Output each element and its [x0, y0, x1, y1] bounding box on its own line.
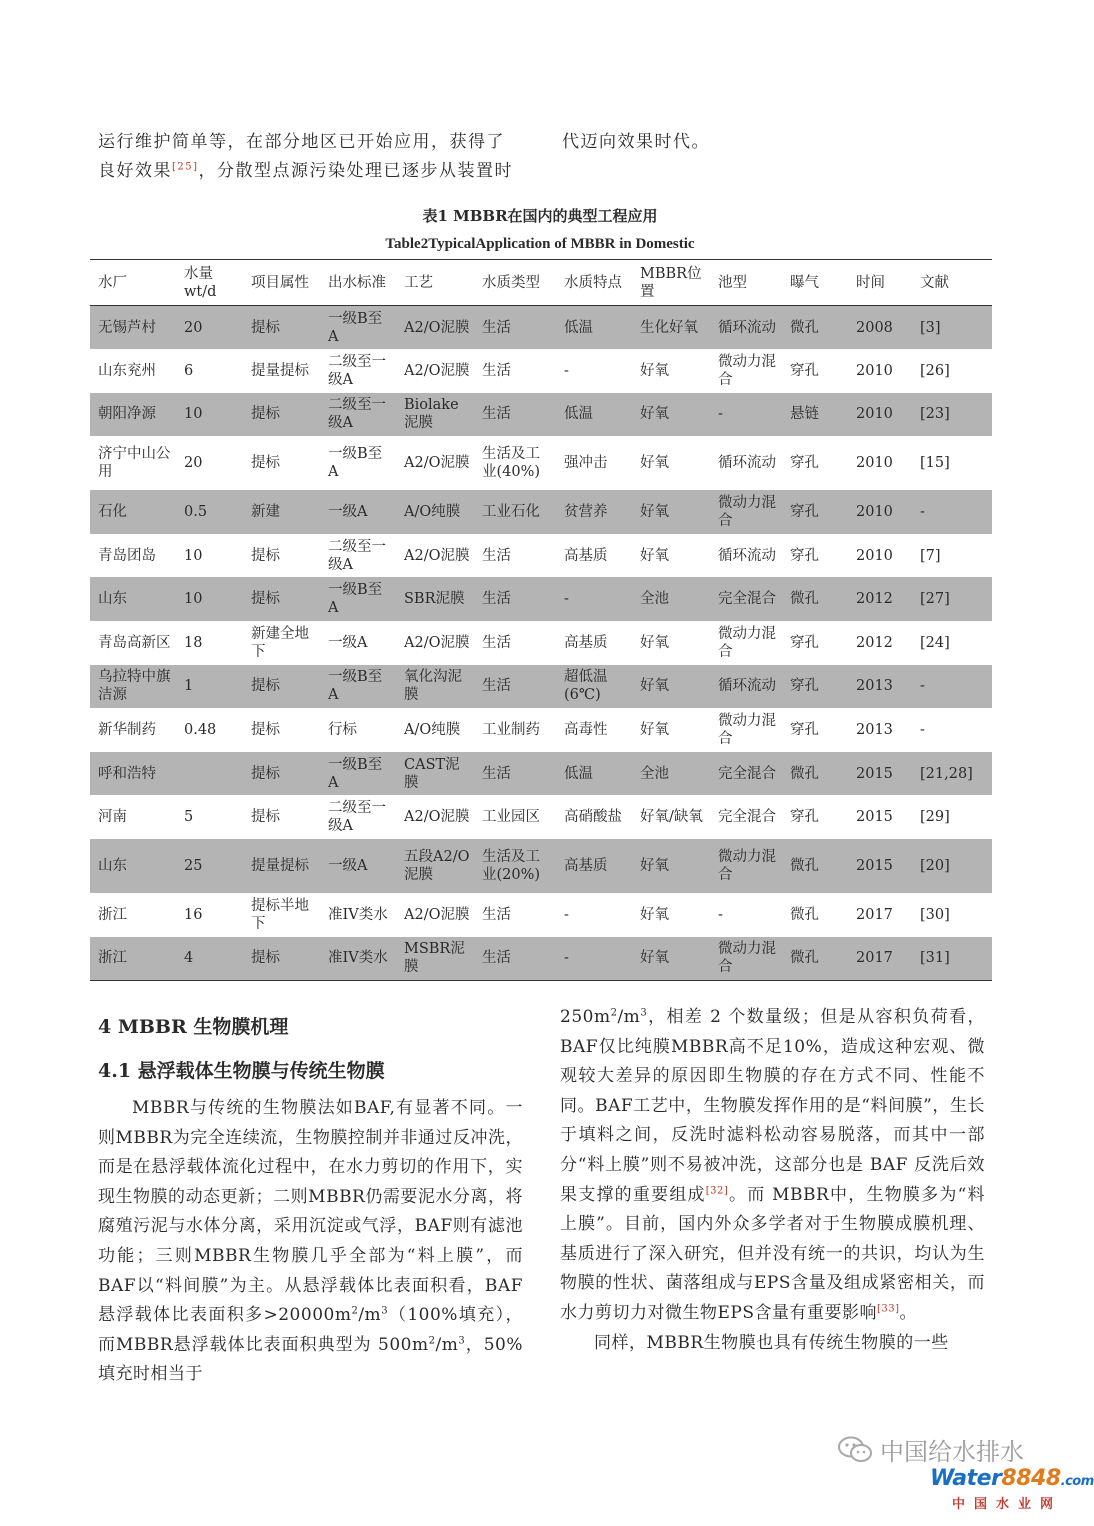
wechat-icon: [838, 1436, 872, 1464]
cell-reference: -: [912, 665, 992, 709]
logo-number: 8848: [1001, 1466, 1061, 1491]
cell-mbbr-position: 好氧/缺氧: [640, 809, 703, 826]
cell-project-type: 提标: [243, 577, 320, 621]
cell-water-feature: 高基质: [564, 547, 608, 564]
cell-mbbr-position: 好氧: [632, 490, 710, 534]
cell-volume: 4: [176, 937, 243, 981]
header-aeration: 曝气: [782, 260, 848, 306]
top-left-line1: 运行维护简单等，在部分地区已开始应用，获得了: [98, 132, 505, 152]
cell-mbbr-position: 全池: [632, 752, 710, 796]
cell-effluent-standard: 准IV类水: [328, 906, 388, 923]
cell-volume: 10: [184, 547, 203, 564]
cell-effluent-standard: 一级A: [328, 634, 368, 651]
table-row: [90, 665, 992, 709]
table-body: [90, 306, 992, 981]
cell-plant: 无锡芦村: [90, 306, 176, 350]
cell-volume: 18: [184, 634, 203, 651]
cell-aeration: 穿孔: [790, 722, 819, 739]
cell-plant: 朝阳净源: [90, 393, 176, 437]
table-header-row: [90, 260, 992, 306]
cell-water-feature: -: [556, 937, 632, 981]
cell-project-type: 提标: [251, 809, 280, 826]
citation-ref[interactable]: [25]: [172, 161, 199, 173]
header-plant: 水厂: [90, 260, 176, 306]
cell-process: CAST泥膜: [396, 752, 474, 796]
water8848-logo: [930, 1466, 1094, 1522]
cell-year: 2010: [848, 393, 912, 437]
header-tank-type: 池型: [710, 260, 782, 306]
cell-aeration: 穿孔: [790, 809, 819, 826]
cell-water-feature: -: [556, 577, 632, 621]
table-caption-cn: 表1 MBBR在国内的典型工程应用: [422, 207, 658, 225]
cell-tank-type: 微动力混合: [718, 713, 776, 748]
cell-tank-type: 循环流动: [710, 665, 782, 709]
cell-year: 2012: [856, 634, 893, 651]
cell-water-type: 生活: [474, 306, 556, 350]
header-year: 时间: [848, 260, 912, 306]
cell-water-type: 生活及工业(40%): [482, 446, 541, 481]
cell-water-type: 生活: [474, 937, 556, 981]
cell-tank-type: 循环流动: [718, 455, 776, 472]
table-row: [90, 893, 992, 937]
cell-mbbr-position: 好氧: [640, 906, 669, 923]
cell-reference: [21,28]: [912, 752, 992, 796]
table-row: [90, 795, 992, 839]
cell-volume: [176, 752, 243, 796]
cell-reference: [3]: [912, 306, 992, 350]
cell-year: 2013: [848, 665, 912, 709]
cell-aeration: 微孔: [782, 577, 848, 621]
text-run: /m: [435, 1334, 459, 1355]
cell-reference: -: [912, 490, 992, 534]
cell-volume: 5: [184, 809, 194, 826]
cell-volume: 1: [176, 665, 243, 709]
cell-water-feature: 高毒性: [564, 722, 608, 739]
cell-plant: 石化: [90, 490, 176, 534]
cell-project-type: 新建: [243, 490, 320, 534]
cell-water-feature: 低温: [556, 306, 632, 350]
table-row: [90, 306, 992, 350]
cell-year: 2010: [856, 362, 893, 379]
table-row: [90, 577, 992, 621]
text-run: /m: [617, 1007, 641, 1027]
cell-reference: [31]: [912, 937, 992, 981]
mbbr-applications-table: [90, 259, 992, 981]
cell-mbbr-position: 好氧: [640, 362, 669, 379]
cell-tank-type: 完全混合: [710, 752, 782, 796]
cell-plant: 呼和浩特: [90, 752, 176, 796]
cell-water-type: 生活及工业(20%): [474, 839, 556, 893]
text-run: （100%填充），而MBBR悬浮载体比表面积典型为 500m: [98, 1305, 523, 1355]
cell-effluent-standard: 二级至一级A: [328, 538, 386, 573]
header-mbbr-position: MBBR位置: [632, 260, 710, 306]
cell-reference: [15]: [920, 455, 950, 472]
cell-effluent-standard: 二级至一级A: [328, 800, 386, 835]
cell-mbbr-position: 好氧: [640, 634, 669, 651]
cell-aeration: 穿孔: [790, 634, 819, 651]
top-left-column: [98, 128, 523, 186]
cell-project-type: 提标半地下: [251, 897, 309, 932]
cell-effluent-standard: 一级A: [320, 839, 396, 893]
cell-plant: 新华制药: [98, 722, 156, 739]
cell-effluent-standard: 一级B至A: [320, 752, 396, 796]
cell-year: 2015: [848, 752, 912, 796]
superscript: 2: [351, 1305, 359, 1317]
cell-project-type: 提标: [251, 547, 280, 564]
cell-plant: 河南: [98, 809, 127, 826]
cell-process: A2/O泥膜: [404, 634, 470, 651]
text-run: ，50%填充时相当于: [98, 1334, 523, 1385]
cell-mbbr-position: 生化好氧: [632, 306, 710, 350]
paragraph: [98, 1094, 523, 1390]
cell-project-type: 新建全地下: [251, 625, 309, 660]
cell-volume: 20: [176, 306, 243, 350]
cell-project-type: 提标: [243, 752, 320, 796]
cell-volume: 20: [184, 455, 203, 472]
cell-effluent-standard: 一级B至A: [320, 577, 396, 621]
cell-plant: 山东兖州: [98, 362, 156, 379]
cell-water-type: 生活: [474, 752, 556, 796]
superscript: 3: [640, 1007, 648, 1019]
body-right-column: [560, 1003, 985, 1358]
cell-process: A2/O泥膜: [404, 547, 470, 564]
cell-plant: 山东: [90, 577, 176, 621]
cell-process: MSBR泥膜: [396, 937, 474, 981]
cell-reference: [7]: [920, 547, 941, 564]
text-run: /m: [358, 1305, 382, 1326]
cell-year: 2017: [856, 906, 893, 923]
cell-volume: 10: [176, 393, 243, 437]
cell-mbbr-position: 好氧: [640, 455, 669, 472]
cell-water-type: 生活: [482, 547, 511, 564]
cell-year: 2010: [856, 455, 893, 472]
cell-tank-type: -: [718, 906, 723, 923]
cell-tank-type: 微动力混合: [710, 490, 782, 534]
cell-year: 2015: [856, 809, 893, 826]
table-row: [90, 752, 992, 796]
cell-year: 2013: [856, 722, 893, 739]
cell-volume: 10: [176, 577, 243, 621]
cell-plant: 山东: [90, 839, 176, 893]
citation-ref[interactable]: [33]: [877, 1303, 900, 1315]
citation-ref[interactable]: [32]: [705, 1184, 729, 1196]
cell-mbbr-position: 好氧: [632, 393, 710, 437]
table-row: [90, 534, 992, 578]
cell-volume: 16: [184, 906, 203, 923]
header-water-feature: 水质特点: [556, 260, 632, 306]
cell-water-feature: -: [564, 906, 569, 923]
cell-aeration: 悬链: [782, 393, 848, 437]
table-row: [90, 621, 992, 665]
cell-volume: 6: [184, 362, 194, 379]
cell-plant: 浙江: [90, 937, 176, 981]
table-row: [90, 937, 992, 981]
cell-tank-type: 完全混合: [710, 577, 782, 621]
cell-reference: [23]: [912, 393, 992, 437]
cell-effluent-standard: 一级A: [320, 490, 396, 534]
body-left-column: [98, 1094, 523, 1390]
header-effluent-standard: 出水标准: [320, 260, 396, 306]
cell-water-type: 生活: [482, 634, 511, 651]
cell-mbbr-position: 好氧: [632, 937, 710, 981]
cell-water-feature: 贫营养: [556, 490, 632, 534]
cell-water-type: 生活: [474, 577, 556, 621]
superscript: 3: [458, 1335, 466, 1347]
header-reference: 文献: [912, 260, 992, 306]
cell-project-type: 提量提标: [243, 839, 320, 893]
cell-water-type: 工业制药: [482, 722, 540, 739]
text-run: ，相差 2 个数量级；但是从容积负荷看，BAF仅比纯膜MBBR高不足10%，造成这种宏观、微观较大差异的原因即生物膜的存在方式不同、性能不同。BAF工艺中，生物膜发挥作用的是“料间膜”，生长于填料之间，反洗时滤料松动容易脱落，而其中一部分“料上膜”则不易被冲洗，这部分也是 BAF 反洗后效果支撑的重要组成: [560, 1007, 985, 1205]
cell-project-type: 提标: [243, 937, 320, 981]
cell-process: A2/O泥膜: [396, 306, 474, 350]
text-run: 良好效果: [98, 161, 172, 181]
cell-mbbr-position: 好氧: [632, 839, 710, 893]
cell-project-type: 提标: [251, 722, 280, 739]
cell-tank-type: 微动力混合: [710, 839, 782, 893]
table-row: [90, 708, 992, 752]
cell-process: A2/O泥膜: [404, 906, 470, 923]
cell-water-type: 生活: [474, 393, 556, 437]
cell-effluent-standard: 一级B至A: [320, 665, 396, 709]
cell-year: 2017: [848, 937, 912, 981]
cell-water-type: 生活: [474, 665, 556, 709]
text-run: 250m: [560, 1007, 611, 1027]
logo-word: Water: [930, 1466, 1002, 1491]
cell-project-type: 提标: [243, 393, 320, 437]
cell-volume: 0.48: [184, 722, 217, 739]
paragraph: 同样，MBBR生物膜也具有传统生物膜的一些: [594, 1332, 949, 1353]
cell-tank-type: 循环流动: [718, 547, 776, 564]
subsection-heading: 4.1 悬浮载体生物膜与传统生物膜: [98, 1060, 385, 1082]
table-row: [90, 393, 992, 437]
cell-reference: [30]: [920, 906, 950, 923]
text-run: ，分散型点源污染处理已逐步从装置时: [198, 161, 514, 181]
cell-aeration: 微孔: [782, 839, 848, 893]
cell-plant: 乌拉特中旗洁源: [90, 665, 176, 709]
cell-plant: 青岛高新区: [98, 634, 171, 651]
cell-process: A/O纯膜: [396, 490, 474, 534]
cell-process: A2/O泥膜: [404, 809, 470, 826]
cell-water-type: 生活: [482, 906, 511, 923]
cell-year: 2010: [848, 490, 912, 534]
cell-aeration: 穿孔: [782, 490, 848, 534]
text-run: 。: [899, 1302, 918, 1323]
top-right-column: [562, 128, 987, 157]
top-right-line1: 代迈向效果时代。: [562, 132, 710, 152]
cell-volume: 0.5: [176, 490, 243, 534]
cell-water-feature: 低温: [556, 752, 632, 796]
text-run: 。而 MBBR中，生物膜多为“料上膜”。目前，国内外众多学者对于生物膜成膜机理、基质进行了深入研究，但并没有统一的共识，均认为生物膜的性状、菌落组成与EPS含量及组成紧密相关，而水力剪切力对微生物EPS含量有重要影响: [560, 1184, 985, 1323]
cell-water-type: 生活: [482, 362, 511, 379]
table-caption-en: Table2TypicalApplication of MBBR in Domestic: [385, 236, 695, 252]
cell-tank-type: 完全混合: [718, 809, 776, 826]
cell-project-type: 提标: [243, 306, 320, 350]
cell-aeration: 微孔: [782, 937, 848, 981]
cell-aeration: 穿孔: [782, 665, 848, 709]
cell-mbbr-position: 好氧: [640, 722, 669, 739]
cell-aeration: 穿孔: [790, 362, 819, 379]
cell-aeration: 微孔: [790, 906, 819, 923]
cell-process: A2/O泥膜: [404, 362, 470, 379]
cell-water-type: 工业园区: [482, 809, 540, 826]
cell-water-type: 工业石化: [474, 490, 556, 534]
cell-aeration: 微孔: [782, 752, 848, 796]
cell-effluent-standard: 二级至一级A: [320, 393, 396, 437]
cell-reference: [29]: [920, 809, 950, 826]
superscript: 3: [381, 1305, 389, 1317]
section-heading: 4 MBBR 生物膜机理: [98, 1016, 289, 1038]
cell-process: Biolake泥膜: [396, 393, 474, 437]
cell-project-type: 提标: [251, 455, 280, 472]
cell-aeration: 微孔: [782, 306, 848, 350]
cell-tank-type: 微动力混合: [710, 937, 782, 981]
cell-effluent-standard: 一级B至A: [328, 446, 383, 481]
cell-reference: [27]: [912, 577, 992, 621]
cell-mbbr-position: 好氧: [632, 665, 710, 709]
cell-effluent-standard: 二级至一级A: [328, 353, 386, 388]
cell-process: A/O纯膜: [404, 722, 461, 739]
cell-effluent-standard: 行标: [328, 722, 357, 739]
cell-year: 2015: [848, 839, 912, 893]
cell-reference: [20]: [912, 839, 992, 893]
cell-tank-type: 循环流动: [710, 306, 782, 350]
cell-tank-type: 微动力混合: [718, 625, 776, 660]
superscript: 2: [610, 1007, 618, 1019]
table-row: [90, 839, 992, 893]
paragraph: [560, 1003, 985, 1329]
header-water-type: 水质类型: [474, 260, 556, 306]
cell-reference: [24]: [920, 634, 950, 651]
cell-plant: 浙江: [98, 906, 127, 923]
cell-water-feature: 高基质: [564, 634, 608, 651]
cell-effluent-standard: 一级B至A: [320, 306, 396, 350]
cell-aeration: 穿孔: [790, 547, 819, 564]
text-run: MBBR与传统的生物膜法如BAF,有显著不同。一则MBBR为完全连续流，生物膜控制并非通过反冲洗，而是在悬浮载体流化过程中，在水力剪切的作用下，实现生物膜的动态更新；二则MBBR仍需要泥水分离，将腐殖污泥与水体分离，采用沉淀或气浮，BAF则有滤池功能；三则MBBR生物膜几乎全部为“料上膜”，而BAF以“料间膜”为主。从悬浮载体比表面积看，BAF 悬浮载体比表面积多>20000m: [98, 1098, 523, 1326]
cell-water-feature: 强冲击: [564, 455, 608, 472]
table-row: [90, 490, 992, 534]
cell-tank-type: -: [710, 393, 782, 437]
cell-water-feature: 超低温(6℃): [556, 665, 632, 709]
cell-effluent-standard: 准IV类水: [320, 937, 396, 981]
cell-water-feature: -: [564, 362, 569, 379]
logo-domain: .com: [1060, 1474, 1094, 1489]
cell-plant: 青岛团岛: [98, 547, 156, 564]
cell-process: 五段A2/O泥膜: [396, 839, 474, 893]
header-project-type: 项目属性: [243, 260, 320, 306]
wechat-watermark: [838, 1432, 1024, 1467]
cell-project-type: 提标: [243, 665, 320, 709]
cell-mbbr-position: 好氧: [640, 547, 669, 564]
cell-plant: 济宁中山公用: [98, 446, 171, 481]
cell-mbbr-position: 全池: [632, 577, 710, 621]
header-volume: 水量wt/d: [176, 260, 243, 306]
cell-water-feature: 高硝酸盐: [564, 809, 622, 826]
cell-tank-type: 微动力混合: [718, 353, 776, 388]
cell-process: SBR泥膜: [396, 577, 474, 621]
table-row: [90, 349, 992, 393]
logo-main-text: [930, 1466, 1094, 1491]
superscript: 2: [428, 1335, 436, 1347]
cell-year: 2008: [848, 306, 912, 350]
header-process: 工艺: [396, 260, 474, 306]
cell-aeration: 穿孔: [790, 455, 819, 472]
cell-water-feature: 高基质: [556, 839, 632, 893]
cell-process: 氧化沟泥膜: [396, 665, 474, 709]
cell-year: 2012: [848, 577, 912, 621]
cell-reference: [26]: [920, 362, 950, 379]
cell-process: A2/O泥膜: [404, 455, 470, 472]
cell-year: 2010: [856, 547, 893, 564]
logo-subtitle: 中国水业网: [952, 1497, 1063, 1512]
cell-project-type: 提量提标: [251, 362, 309, 379]
top-left-line2: [98, 157, 523, 186]
cell-volume: 25: [176, 839, 243, 893]
cell-water-feature: 低温: [556, 393, 632, 437]
table-row: [90, 436, 992, 490]
watermark-text: 中国给水排水: [880, 1438, 1024, 1466]
cell-reference: -: [920, 722, 925, 739]
